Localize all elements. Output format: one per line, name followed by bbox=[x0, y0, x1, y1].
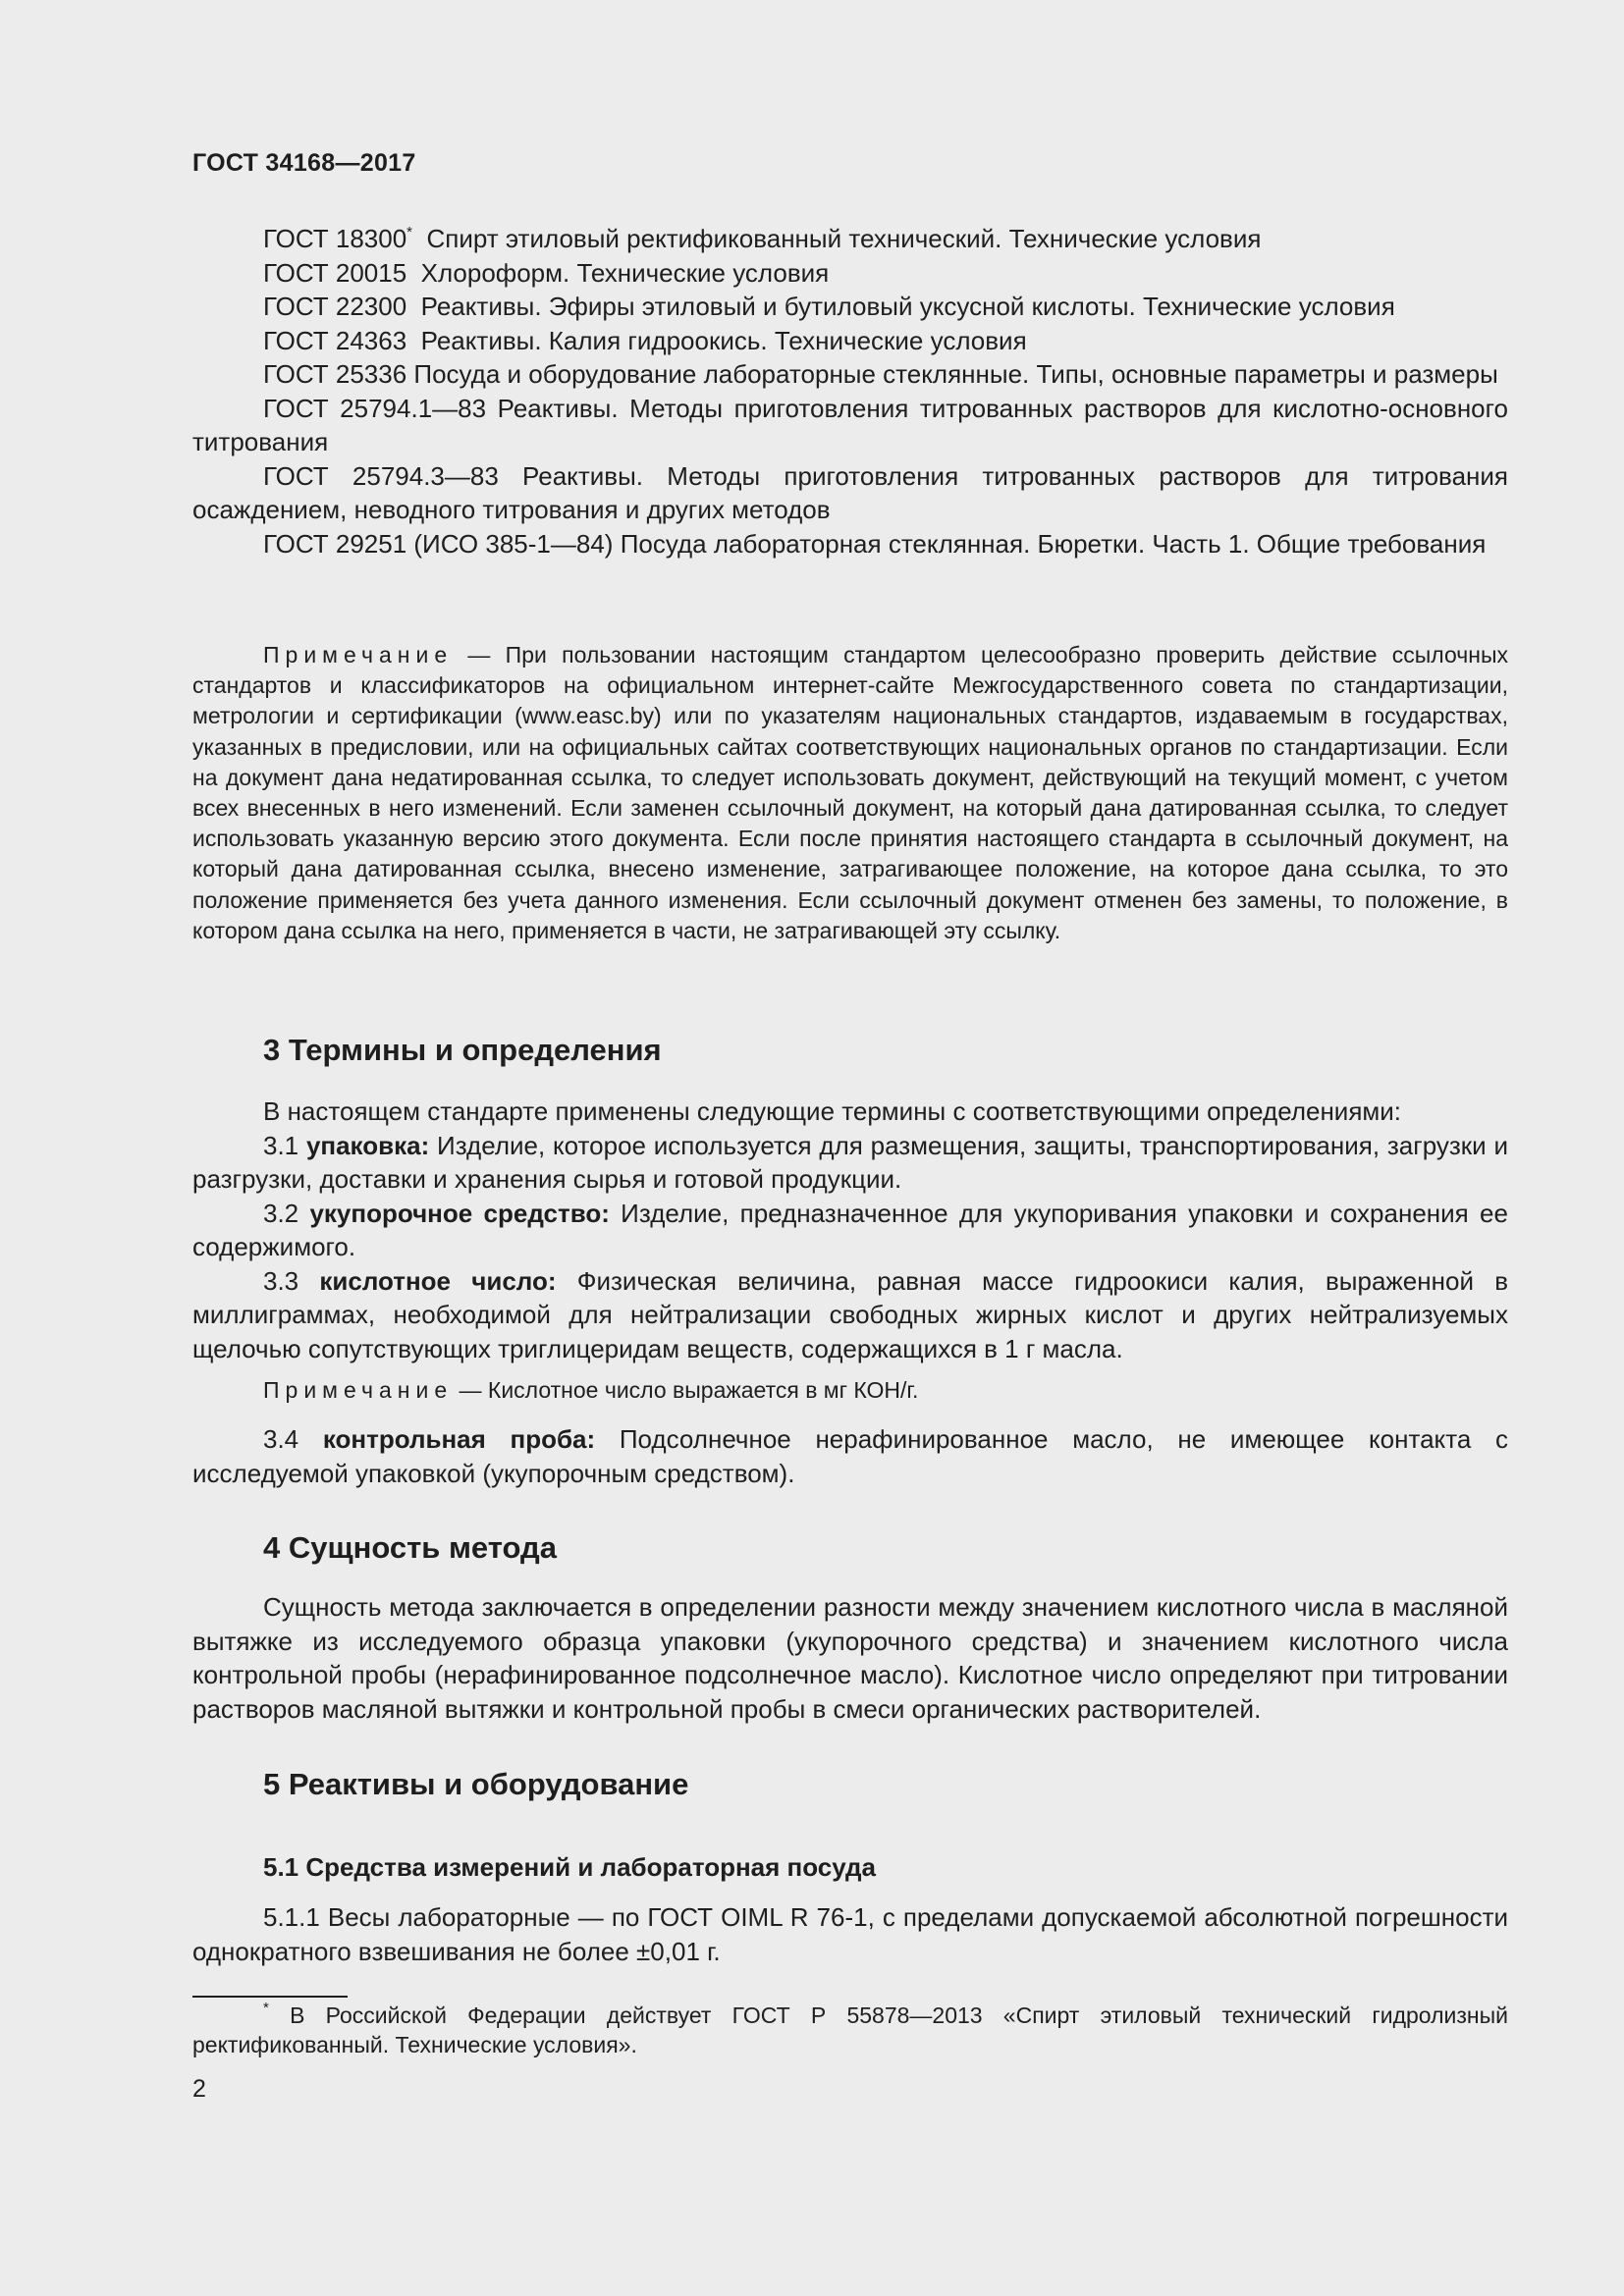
reference-item bbox=[192, 527, 1508, 561]
term-3-4 bbox=[192, 1422, 1508, 1490]
reference-title: Реактивы. Методы приготовления титрованных растворов для титрования осаждением, неводного титрования и других методов bbox=[192, 460, 1508, 524]
term-number: 3.2 bbox=[263, 1198, 310, 1228]
term-number: 3.3 bbox=[263, 1265, 320, 1296]
section-3-title: 3 Термины и определения bbox=[263, 1033, 662, 1067]
references-note bbox=[192, 640, 1508, 946]
footnote bbox=[192, 2001, 1508, 2059]
normative-references-list bbox=[192, 222, 1508, 561]
section-4-text: Сущность метода заключается в определении разности между значением кислотного числа в масляной вытяжке из исследуемого образца упаковки (укупорочного средства) и значением кислотного числа контрольной пробы (нерафинированное подсолнечное масло). Кислотное число определяют при титровании растворов масляной вытяжки и контрольной пробы в смеси органических растворителей. bbox=[192, 1592, 1508, 1724]
term-definition bbox=[192, 1422, 1508, 1490]
reference-title: Реактивы. Калия гидроокись. Технические условия bbox=[406, 325, 1027, 355]
reference-code: ГОСТ 18300 bbox=[263, 224, 407, 253]
term-name: контрольная проба: bbox=[322, 1424, 596, 1454]
term-name: укупорочное средство: bbox=[309, 1198, 610, 1228]
term-def: Физическая величина, равная массе гидроокиси калия, выраженной в миллиграммах, необходимой для нейтрализации свободных жирных кислот и других нейтрализуемых щелочью сопутствующих триглицеридам веществ, содержащихся в 1 г масла. bbox=[192, 1265, 1509, 1363]
term-definition bbox=[192, 1264, 1508, 1366]
reference-code: ГОСТ 24363 bbox=[263, 325, 407, 355]
section-4-title: 4 Сущность метода bbox=[263, 1530, 557, 1565]
reference-title: Хлороформ. Технические условия bbox=[406, 257, 830, 288]
reference-item bbox=[192, 324, 1508, 358]
section-3-body bbox=[192, 1095, 1508, 1365]
note-label: Примечание bbox=[263, 1377, 454, 1403]
reference-item bbox=[192, 392, 1508, 459]
reference-title: Посуда и оборудование лабораторные стеклянные. Типы, основные параметры и размеры bbox=[406, 359, 1498, 389]
footnote-text: В Российской Федерации действует ГОСТ Р 55878—2013 «Спирт этиловый технический гидролизный ректификованный. Технические условия». bbox=[192, 2002, 1508, 2057]
reference-code: ГОСТ 22300 bbox=[263, 292, 407, 321]
page-number: 2 bbox=[192, 2075, 206, 2103]
footnote-mark: * bbox=[263, 2000, 269, 2016]
reference-code: ГОСТ 20015 bbox=[263, 257, 407, 288]
reference-item bbox=[192, 357, 1508, 392]
reference-title: Реактивы. Эфиры этиловый и бутиловый уксусной кислоты. Технические условия bbox=[406, 292, 1395, 321]
document-page bbox=[192, 0, 1508, 2296]
footnote-mark: * bbox=[406, 224, 413, 240]
term-name: упаковка: bbox=[305, 1130, 430, 1160]
note-text: — При пользовании настоящим стандартом целесообразно проверить действие ссылочных стандартов и классификаторов на официальном интернет-сайте Межгосударственного совета по стандартизации, метрологии и сертификации (www.easc.by) или по указателям национальных стандартов, издаваемым в государствах, указанных в предисловии, или на официальных сайтах соответствующих национальных органов по стандартизации. Если на документ дана недатированная ссылка, то следует использовать документ, действующий на текущий момент, с учетом всех внесенных в него изменений. Если заменен ссылочный документ, на который дана датированная ссылка, то следует использовать указанную версию этого документа. Если после принятия настоящего стандарта в ссылочный документ, на который дана датированная ссылка, внесено изменение, затрагивающее положение, на которое дана ссылка, то это положение применяется без учета данного изменения. Если ссылочный документ отменен без замены, то положение, в котором дана ссылка на него, применяется в части, не затрагивающей эту ссылку. bbox=[192, 642, 1508, 943]
subsection-5-1-title: 5.1 Средства измерений и лабораторная посуда bbox=[263, 1852, 877, 1882]
footnote-divider bbox=[192, 1996, 348, 1998]
section-3-intro: В настоящем стандарте применены следующие термины с соответствующими определениями: bbox=[263, 1096, 1402, 1126]
term-def: Подсолнечное нерафинированное масло, не имеющее контакта с исследуемой упаковкой (укупорочным средством). bbox=[192, 1424, 1509, 1488]
note-text: — Кислотное число выражается в мг КОН/г. bbox=[453, 1377, 919, 1403]
reference-item bbox=[192, 222, 1508, 256]
term-definition bbox=[192, 1129, 1508, 1197]
item-5-1-1-text: 5.1.1 Весы лабораторные — по ГОСТ OIML R 76-1, с пределами допускаемой абсолютной погрешности однократного взвешивания не более ±0,01 г. bbox=[192, 1902, 1508, 1966]
reference-item bbox=[192, 459, 1508, 527]
term-number: 3.4 bbox=[263, 1424, 323, 1454]
reference-title: Спирт этиловый ректификованный технический. Технические условия bbox=[412, 224, 1262, 253]
reference-item bbox=[192, 256, 1508, 291]
reference-code: ГОСТ 29251 (ИСО 385-1—84) bbox=[263, 528, 614, 559]
section-5-title: 5 Реактивы и оборудование bbox=[263, 1767, 689, 1801]
reference-title: Реактивы. Методы приготовления титрованных растворов для кислотно-основного титрования bbox=[192, 393, 1509, 456]
term-definition bbox=[192, 1197, 1508, 1264]
term-number: 3.1 bbox=[263, 1130, 306, 1160]
term-name: кислотное число: bbox=[319, 1265, 557, 1296]
section-4-body bbox=[192, 1590, 1508, 1726]
term-def: Изделие, которое используется для размещения, защиты, транспортирования, загрузки и разгрузки, доставки и хранения сырья и готовой продукции. bbox=[192, 1130, 1508, 1194]
page-header-standard: ГОСТ 34168—2017 bbox=[192, 149, 416, 177]
reference-code: ГОСТ 25794.3—83 bbox=[263, 460, 499, 491]
subsection-5-1-1 bbox=[192, 1900, 1508, 1968]
reference-code: ГОСТ 25336 bbox=[263, 359, 407, 389]
term-def: Изделие, предназначенное для укупоривания упаковки и сохранения ее содержимого. bbox=[192, 1198, 1508, 1261]
term-note bbox=[192, 1375, 1508, 1406]
reference-title: Посуда лабораторная стеклянная. Бюретки. Часть 1. Общие требования bbox=[613, 528, 1487, 559]
note-label: Примечание bbox=[263, 642, 454, 667]
reference-item bbox=[192, 290, 1508, 324]
reference-code: ГОСТ 25794.1—83 bbox=[263, 393, 487, 423]
